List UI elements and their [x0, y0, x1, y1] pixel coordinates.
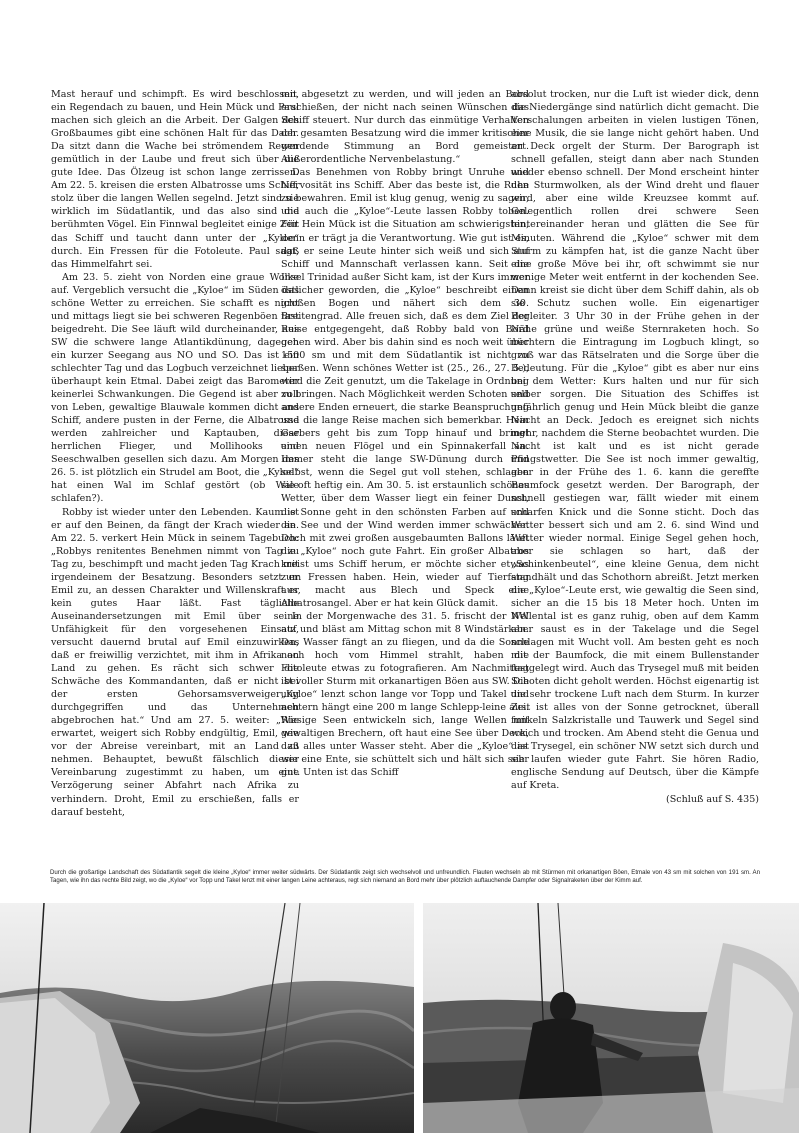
photo-crew-at-helm — [423, 903, 799, 1133]
continuation-reference: (Schluß auf S. 435) — [666, 793, 759, 805]
paragraph: Robby ist wieder unter den Lebenden. Kaum ist er auf den Beinen, da fängt der Krach wieder an. Am 22. 5. verkert Hein Mück in seinem Tagebuch: „Robbys renitentes Benehmen nimmt von Tag zu Tag zu, beschimpft und macht jeden Tag Krach mit irgendeinem der Besatzung. Besonders setzt er Emil zu, an dessen Charakter und Willenskraft er kein gutes Haar läßt. Fast tägliche Auseinandersetzungen mit Emil über seine Unfähigkeit für den vorgesehenen Einsatz, versucht dauernd brutal auf Emil einzuwirken, daß er freiwillig verzichtet, mit ihm in Afrika an Land zu gehen. Es rächt sich schwer die Schwäche des Kommandanten, daß er nicht bei der ersten Gehorsamsverweigerung durchgegriffen und das Unternehmen abgebrochen hat.“ Und am 27. 5. weiter: „Wie erwartet, weigert sich Robby endgültig, Emil, wie vor der Abreise vereinbart, mit an Land zu nehmen. Behauptet, bewußt fälschlich dieser Vereinbarung zugestimmt zu haben, um eine Verzögerung seiner Abfahrt nach Afrika zu verhindern. Droht, Emil zu erschießen, falls er darauf besteht, — [51, 506, 299, 818]
paragraph: In der Morgenwache des 31. 5. frischt der NW auf und bläst am Mittag schon mit 8 Windstärken. Das Wasser fängt an zu fliegen, und da die Sonne noch hoch vom Himmel strahlt, haben die Fotoleute etwas zu fotografieren. Am Nachmittag ist voller Sturm mit orkanartigen Böen aus SW. Die „Kyloe“ lenzt schon lange vor Topp und Takel und achtern hängt eine 200 m lange Schlepp-leine aus. Riesige Seen entwickeln sich, lange Wellen mit gewaltigen Brechern, oft haut eine See über Deck, daß alles unter Wasser steht. Aber die „Kyloe“ ist wie eine Ente, sie schüttelt sich und hält sich sehr gut. Unten ist das Schiff — [281, 610, 529, 779]
paragraph: Am 23. 5. zieht von Norden eine graue Wolke auf. Vergeblich versucht die „Kyloe“ im Süden das schöne Wetter zu erreichen. Sie schafft es nicht und mittags liegt sie bei schweren Regenböen fast beigedreht. Die See läuft wild durcheinander, aus SW die schwere lange Atlantikdünung, dagegen ein kurzer Seegang aus NO und SO. Das ist ein schlechter Tag und das Logbuch verzeichnet lieber überhaupt kein Etmal. Dabei zeigt das Barometer keinerlei Schwankungen. Die Gegend ist aber voll von Leben, gewaltige Blauwale kommen dicht ans Schiff, andere pusten in der Ferne, die Albatrosse werden zahlreicher und Kaptauben, diese herrlichen Flieger, und Mollihooks und Seeschwalben gesellen sich dazu. Am Morgen des 26. 5. ist plötzlich ein Strudel am Boot, die „Kyloe“ hat einen Wal im Schlaf gestört (ob Wale schlafen?). — [51, 271, 299, 505]
paragraph: Mast herauf und schimpft. Es wird beschlossen, ein Regendach zu bauen, und Hein Mück und Paul machen sich gleich an die Arbeit. Der Galgen des Großbaumes gibt eine schönen Halt für das Dach. Da sitzt dann die Wache bei strömendem Regen gemütlich in der Laube und freut sich über die gute Idee. Das Ölzeug ist schon lange zerrissen. Am 22. 5. kreisen die ersten Albatrosse ums Schiff, stolz über die langen Wellen segelnd. Jetzt sind sie wirklich im Südatlantik, und das also sind die berühmten Vögel. Ein Finnwal begleitet einige Zeit das Schiff und taucht dann unter der „Kyloe“ durch. Ein Fressen für die Fotoleute. Paul sagt, das Himmelfahrt sei. — [51, 89, 299, 270]
photo-caption: Durch die großartige Landschaft des Südatlantik segelt die kleine „Kyloe“ immer weiter südwärts. Der Südatlantik zeigt sich wechselvoll und unfreundlich. Flauten wechseln ab mit Stürmen mit orkanartigen Böen, Etmale von 43 sm mit solchen von 191 sm. An Tagen, wie ihn das rechte Bild zeigt, wo die „Kyloe“ vor Topp und Takel lenzt mit einer langen Leine achteraus, regt sich niemand an Bord mehr über plötzlich auftauchende Dampfer oder Signalraketen über der Kimm auf. — [50, 869, 760, 884]
paragraph: Das Benehmen von Robby bringt Unruhe und Nervosität ins Schiff. Aber das beste ist, die Ruhe zu bewahren. Emil ist klug genug, wenig zu sagen, und auch die „Kyloe“-Leute lassen Robby toben. Für Hein Mück ist die Situation am schwierigsten, denn er trägt ja die Verantwortung. Wie gut ist es, daß er seine Leute hinter sich weiß und sich auf Schiff und Mannschaft verlassen kann. Seit die Insel Trinidad außer Sicht kam, ist der Kurs immer östlicher geworden, die „Kyloe“ beschreibt einen großen Bogen und nähert sich dem 30. Breitengrad. Alle freuen sich, daß es dem Ziel der Reise entgegengeht, daß Robby bald von Bord gehen wird. Aber bis dahin sind es noch weit über 1500 sm und mit dem Südatlantik ist nicht zu spaßen. Wenn schönes Wetter ist (25., 26., 27. 5.), wird die Zeit genutzt, um die Takelage in Ordnung zu bringen. Nach Möglichkeit werden Schoten und andere Enden erneuert, die starke Beanspruchung und die lange Reise machen sich bemerkbar. Hein Garbers geht bis zum Topp hinauf und bringt einen neuen Flögel und ein Spinnakerfall an. Immer steht die lange SW-Dünung durch und selbst, wenn die Segel gut voll stehen, schlagen sie oft heftig ein. Am 30. 5. ist erstaunlich schönes Wetter, über dem Wasser liegt ein feiner Dunst, die Sonne geht in den schönsten Farben auf und die See und der Wind werden immer schwächer. Doch mit zwei großen ausgebaumten Ballons läuft die „Kyloe“ noch gute Fahrt. Ein großer Albatros kreist ums Schiff herum, er möchte sicher etwas zum Fressen haben. Hein, wieder auf Tierfang aus, macht aus Blech und Speck eine Albatrosangel. Aber er hat kein Glück damit. — [281, 167, 529, 609]
paragraph: absolut trocken, nur die Luft ist wieder dick, denn die Niedergänge sind natürlich dicht gemacht. Die Verschalungen arbeiten in vielen lustigen Tönen, eine Musik, die sie lange nicht gehört haben. Und an Deck orgelt der Sturm. Der Barograph ist schnell gefallen, steigt dann aber nach Stunden wieder ebenso schnell. Der Mond erscheint hinter den Sturmwolken, als der Wind dreht und flauer wird, aber eine wilde Kreuzsee kommt auf. Gelegentlich rollen drei schwere Seen hintereinander heran und glätten die See für Minuten. Während die „Kyloe“ schwer mit dem Sturm zu kämpfen hat, ist die ganze Nacht über eine große Möve bei ihr, oft schwimmt sie nur wenige Meter weit entfernt in der kochenden See. Dann kreist sie dicht über dem Schiff dahin, als ob sie Schutz suchen wolle. Ein eigenartiger Begleiter. 3 Uhr 30 in der Frühe gehen in der Nähe grüne und weiße Sternraketen hoch. So nüchtern die Eintragung im Logbuch klingt, so groß war das Rätselraten und die Sorge über die Bedeutung. Für die „Kyloe“ gibt es aber nur eins bei dem Wetter: Kurs halten und nur für sich selber sorgen. Die Situation des Schiffes ist gefährlich genug und Hein Mück bleibt die ganze Nacht an Deck. Jedoch es ereignet sich nichts mehr, nachdem die Sterne beobachtet wurden. Die Nacht ist kalt und es ist nicht gerade Pfingstwetter. Die See ist noch immer gewaltig, aber in der Frühe des 1. 6. kann die gereffte Baumfock gesetzt werden. Der Barograph, der schnell gestiegen war, fällt wieder mit einem scharfen Knick und die Sonne sticht. Doch das Wetter bessert sich und am 2. 6. sind Wind und Wetter wieder normal. Einige Segel gehen hoch, aber sie schlagen so hart, daß der „Schinkenbeutel“, eine kleine Genua, dem nicht standhält und das Schothorn abreißt. Jetzt merken die „Kyloe“-Leute erst, wie gewaltig die Seen sind, sicher an die 15 bis 18 Meter hoch. Unten im Wellental ist es ganz ruhig, oben auf dem Kamm aber saust es in der Takelage und die Segel schlagen mit Wucht voll. Am besten geht es noch mit der Baumfock, die mit einem Bullenstander festgelegt wird. Auch das Trysegel muß mit beiden Schoten dicht geholt werden. Höchst eigenartig ist die sehr trockene Luft nach dem Sturm. In kurzer Zeit ist alles von der Sonne getrocknet, überall funkeln Salzkristalle und Tauwerk und Segel sind weich und trocken. Am Abend steht die Genua und das Trysegel, ein schöner NW setzt sich durch und sie laufen wieder gute Fahrt. Sie hören Radio, englische Sendung auf Deutsch, über die Kämpfe auf Kreta. — [511, 89, 759, 792]
article-column-2 — [281, 88, 529, 779]
photo-stormy-sea-from-deck — [0, 903, 414, 1133]
article-column-1 — [51, 88, 299, 819]
paragraph: mit abgesetzt zu werden, und will jeden an Bord erschießen, der nicht nach seinen Wünschen das Schiff steuert. Nur durch das einmütige Verhalten der gesamten Besatzung wird die immer kritischer werdende Stimmung an Bord gemeistert. Außerordentliche Nervenbelastung.“ — [281, 89, 529, 166]
article-column-3 — [511, 88, 759, 806]
